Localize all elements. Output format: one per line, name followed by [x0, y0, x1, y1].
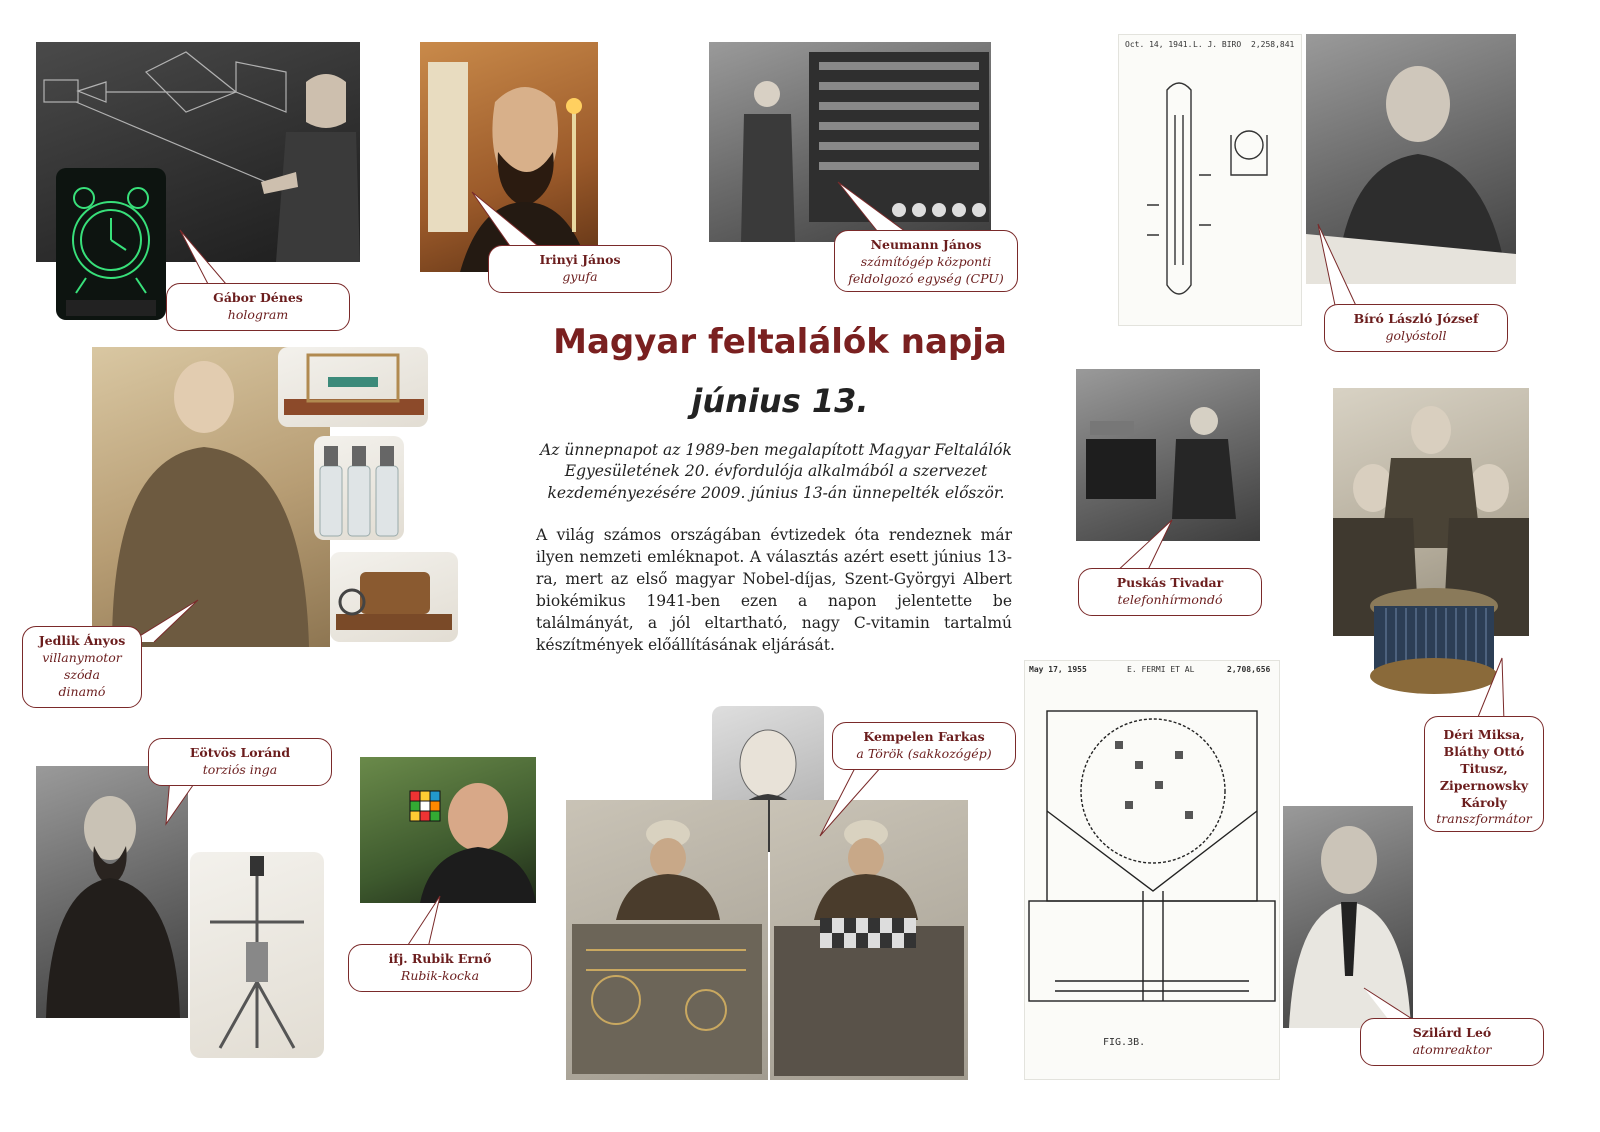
- gabor-denes-name: Gábor Dénes: [213, 290, 303, 305]
- biro-laszlo-jozsef-bubble: [1324, 304, 1508, 352]
- kempelen-farkas-invention: a Török (sakkozógép): [856, 745, 992, 761]
- soda-siphon-icon: [314, 436, 404, 540]
- deri-blathy-zipernowsky-bubble: [1424, 716, 1544, 832]
- turk-chess-figure: [770, 800, 968, 1080]
- puskas-tivadar-photo: [1076, 369, 1260, 541]
- rubik-erno-invention: Rubik-kocka: [400, 967, 480, 983]
- eotvos-lorand-invention: torziós inga: [202, 761, 278, 777]
- nuclear-reactor-diagram: [1025, 661, 1279, 1079]
- fermi-patent-inventor: E. FERMI ET AL: [1127, 665, 1195, 674]
- rubik-erno-photo: [360, 757, 536, 903]
- fermi-patent-date: May 17, 1955: [1029, 665, 1087, 674]
- turk-mechanism-image: [566, 800, 768, 1080]
- soda-siphon-photo: [314, 436, 404, 540]
- turk-chess-image: [770, 800, 968, 1080]
- biro-patent-number: 2,258,841: [1251, 40, 1295, 49]
- gabor-bubble-tail: [178, 228, 238, 288]
- irinyi-janos-bubble: [488, 245, 672, 293]
- rubik-erno-name: ifj. Rubik Ernő: [388, 951, 492, 966]
- szilard-leo-name: Szilárd Leó: [1412, 1025, 1492, 1040]
- biro-bubble-tail: [1316, 222, 1376, 312]
- rubik-erno-bubble: [348, 944, 532, 992]
- eotvos-lorand-name: Eötvös Loránd: [189, 745, 291, 760]
- jedlik-motor-photo: [278, 347, 428, 427]
- kempelen-farkas-name: Kempelen Farkas: [863, 729, 985, 744]
- hologram-clock-photo: [56, 168, 166, 320]
- puskas-portrait-figure: [1076, 369, 1260, 541]
- szilard-leo-invention: atomreaktor: [1412, 1041, 1492, 1057]
- deri-blathy-zipernowsky-invention: transzformátor: [1436, 811, 1532, 827]
- szilard-leo-bubble: [1360, 1018, 1544, 1066]
- turk-mechanism-figure: [566, 800, 768, 1080]
- neumann-janos-name: Neumann János: [870, 237, 982, 252]
- body-paragraph: A világ számos országában évtizedek óta rendeznek már ilyen nemzeti emléknapot. A választás azért esett június 13-ra, mert az első magyar Nobel-díjas, Szent-Györgyi Albert biokémikus 1941-ben ezen a napon jelentette be találmányát, a jól eltartható, nagy C-vitamin tartalmú készítmények előállításának eljárását.: [536, 526, 1012, 654]
- deri-blathy-zipernowsky-name: Déri Miksa, Bláthy Ottó Titusz, Zipernowsky Károly: [1439, 727, 1529, 810]
- jedlik-invention-1: villanymotor: [42, 649, 122, 665]
- rubik-bubble-tail: [400, 894, 450, 950]
- hologram-clock-icon: [56, 168, 166, 320]
- torsion-balance-icon: [190, 852, 324, 1058]
- puskas-tivadar-invention: telefonhírmondó: [1117, 591, 1223, 607]
- irinyi-janos-name: Irinyi János: [539, 252, 621, 267]
- torsion-balance-photo: [190, 852, 324, 1058]
- page-date: június 13.: [691, 382, 869, 420]
- biro-patent-date: Oct. 14, 1941.: [1125, 40, 1193, 49]
- page-title: Magyar feltalálók napja: [553, 322, 1007, 362]
- jedlik-invention-2: szóda: [64, 666, 100, 682]
- neumann-bubble-tail: [836, 180, 916, 236]
- biro-laszlo-jozsef-invention: golyóstoll: [1385, 327, 1447, 343]
- kempelen-farkas-bubble: [832, 722, 1016, 770]
- fermi-patent-number: 2,708,656: [1227, 665, 1271, 674]
- ballpoint-pen-diagram: [1119, 35, 1301, 325]
- kempelen-bubble-tail: [816, 764, 886, 838]
- irinyi-janos-invention: gyufa: [562, 268, 598, 284]
- rubik-portrait-figure: [360, 757, 536, 903]
- fermi-patent-figure: FIG.3B.: [1103, 1037, 1146, 1048]
- dynamo-icon: [330, 552, 458, 642]
- puskas-tivadar-name: Puskás Tivadar: [1116, 575, 1224, 590]
- jedlik-anyos-bubble: [22, 626, 142, 708]
- fermi-szilard-patent-drawing: [1024, 660, 1280, 1080]
- neumann-janos-invention: számítógép központi feldolgozó egység (CPU): [848, 253, 1004, 286]
- gabor-denes-invention: hologram: [227, 306, 289, 322]
- irinyi-bubble-tail: [470, 190, 550, 250]
- biro-patent-inventor: L. J. BIRO: [1193, 40, 1242, 49]
- jedlik-invention-3: dinamó: [58, 683, 106, 699]
- biro-laszlo-jozsef-name: Bíró László József: [1353, 311, 1479, 326]
- neumann-janos-bubble: [834, 230, 1018, 292]
- jedlik-anyos-name: Jedlik Ányos: [38, 633, 126, 648]
- intro-paragraph: Az ünnepnapot az 1989-ben megalapított Magyar Feltalálók Egyesületének 20. évfordulója alkalmából a szervezet kezdeményezésére 2009. június 13-án ünnepelték először.: [540, 441, 1012, 502]
- dynamo-photo: [330, 552, 458, 642]
- electric-motor-icon: [278, 347, 428, 427]
- puskas-tivadar-bubble: [1078, 568, 1262, 616]
- eotvos-lorand-bubble: [148, 738, 332, 786]
- biro-patent-drawing: [1118, 34, 1302, 326]
- gabor-denes-bubble: [166, 283, 350, 331]
